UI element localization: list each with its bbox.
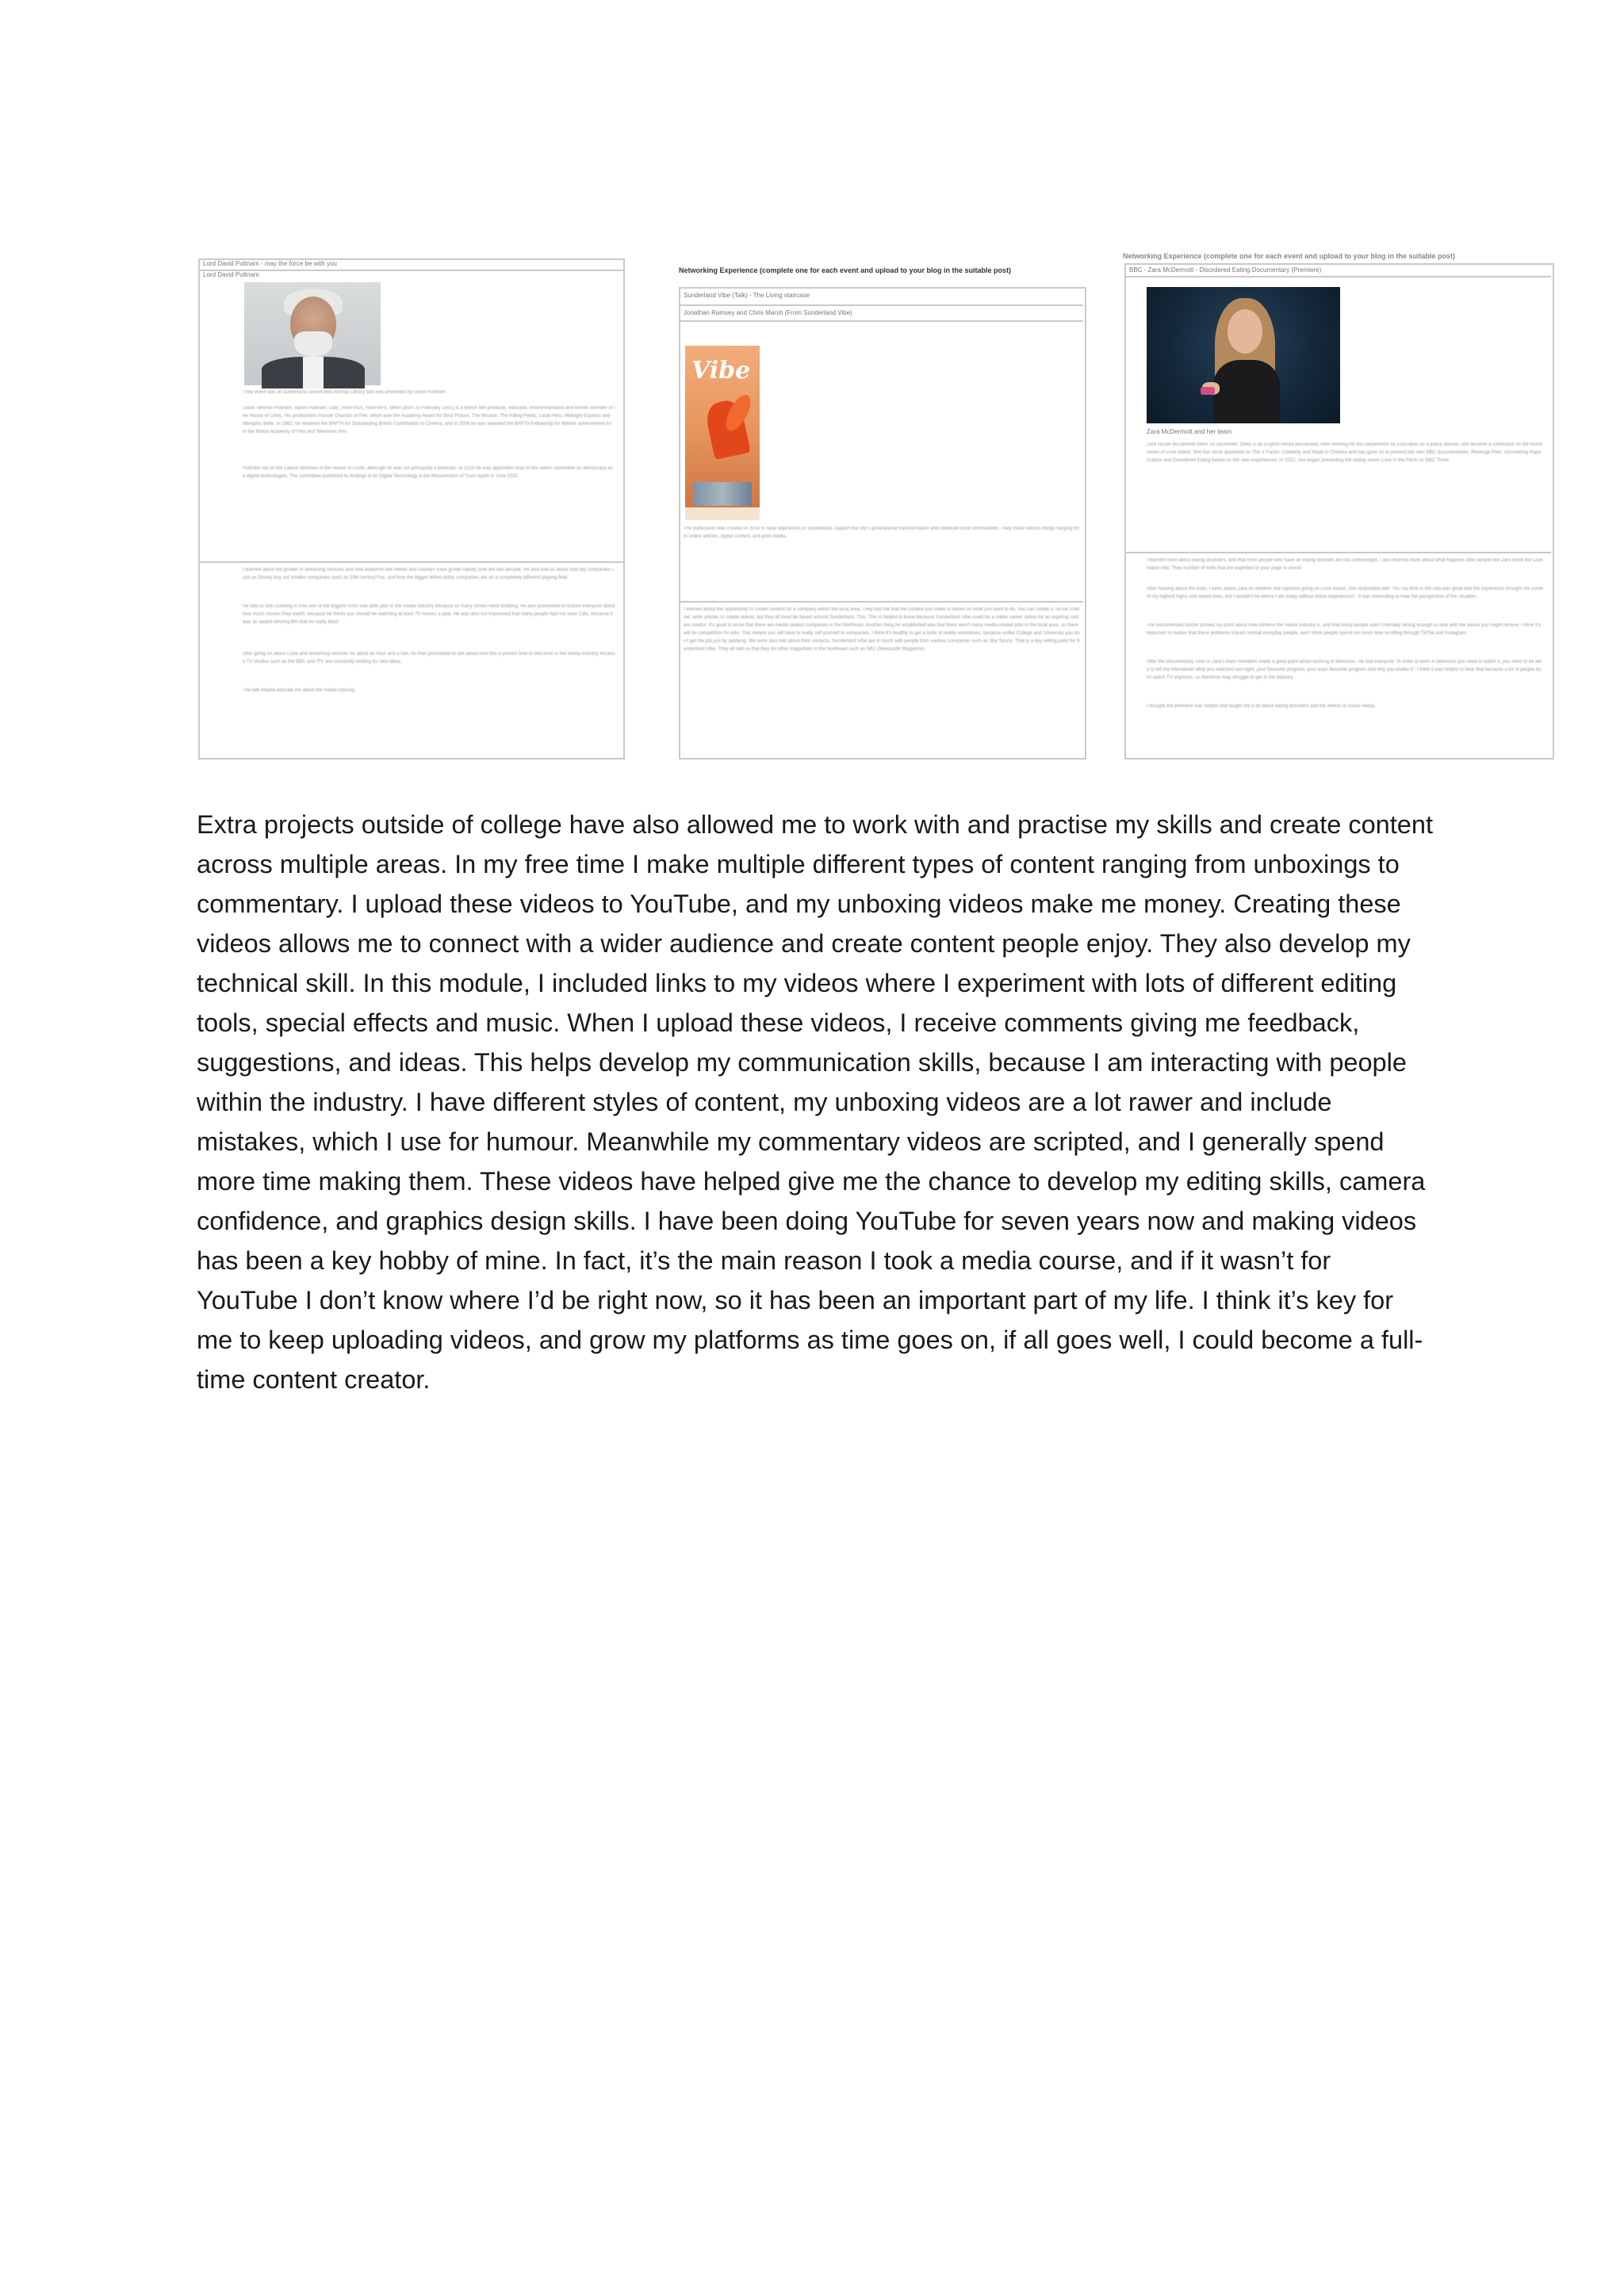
row-divider bbox=[679, 320, 1083, 322]
thumbnail-puttnam bbox=[195, 252, 626, 760]
thumbnail-subtitle: Lord David Puttnam bbox=[203, 271, 259, 278]
zara-photo bbox=[1147, 287, 1340, 423]
thumbnail-zara-mcdermott bbox=[1116, 252, 1557, 760]
row-divider bbox=[679, 304, 1083, 306]
thumbnail-learned-3: After going on about Cuba and streaming services for about an hour and a half, he then proceeded to talk about how this is perfect time to find work in the media industry because TV studios such as the BBC and ITV are constantly looking for new ideas. bbox=[243, 652, 615, 664]
thumbnail-learned-4: After the documentary, One of Zara's team members made a good point about working in television. He told everyone "In order to work in television you need to watch it, you need to be able to tell the interviewer what you watched last night, your favourite program, your least favourite program and why you dislike it". I think it was helpful to hear that because a lot of people don't watch TV anymore, so therefore may struggle to get in the industry. bbox=[1147, 660, 1542, 680]
thumbnail-title: BBC - Zara McDermott - Disordered Eating Documentary (Premiere) bbox=[1129, 266, 1322, 274]
thumbnail-sunderland-vibe bbox=[672, 252, 1090, 760]
thumbnail-learned-4: The talk helped educate me about the media industry. bbox=[243, 688, 356, 693]
essay-paragraph: Extra projects outside of college have also allowed me to work with and practise my skills and create content across multiple areas. In my free time I make multiple different types of content ranging from unboxings to commentary. I upload these videos to YouTube, and my unboxing videos make me money. Creating these videos allows me to connect with a wider audience and create content people enjoy. They also develop my technical skill. In this module, I included links to my videos where I experiment with lots of different editing tools, special effects and music. When I upload these videos, I receive comments giving me feedback, suggestions, and ideas. This helps develop my communication skills, because I am interacting with people within the industry. I have different styles of content, my unboxing videos are a lot rawer and include mistakes, which I use for humour. Meanwhile my commentary videos are scripted, and I generally spend more time making them. These videos have helped give me the chance to develop my editing skills, camera confidence, and graphics design skills. I have been doing YouTube for seven years now and making videos has been a key hobby of mine. In fact, it’s the main reason I took a media course, and if it wasn’t for YouTube I don’t know where I’d be right now, so it has been an important part of my life. I think it’s key for me to keep uploading videos, and grow my platforms as time goes on, if all goes well, I could become a full-time content creator. bbox=[197, 810, 1433, 1394]
thumbnail-header: Networking Experience (complete one for each event and upload to your blog in the suitable post) bbox=[1123, 252, 1456, 260]
thumbnail-intro: They event was at Sunderland Universities Murray Library and was presented by David Puttnam. bbox=[243, 390, 447, 395]
puttnam-photo bbox=[244, 282, 381, 385]
thumbnail-learned-3: The documentary further proved my point about how ruthless the media industry is, and that many people aren't mentally strong enough to deal with the abuse you might receive. I think it's important to realise that these problems impact normal everyday people, and I think people spend too much time scrolling through TikTok and Instagram. bbox=[1147, 623, 1542, 636]
poster-logo: Vibe bbox=[691, 357, 751, 385]
thumbnail-learned: I learned about the growth of streaming services and how platforms like Netflix and Disney+ have grown rapidly over the last decade. He also told us about how big companies such as Disney buy out smaller companies such as 20th century Fox, and how the bigger billion-dollar companies are on a completely different playing field. bbox=[243, 568, 615, 580]
thumbnail-about: The publication was created in 2014 to raise aspirations in Sunderland, support the city's generational transformation and celebrate local communities. They make various things ranging from online articles, digital content, and print media. bbox=[684, 526, 1079, 539]
thumbnail-learned-2: He told us that Dubbing is now one of the biggest most sow after jobs in the media industry because so many shows need dubbing. He also proceeded to lecture everyone about how much movies they watch, because he thinks you should be watching at least 70 movies a year. He was also not impressed that many people had not seen Cats, because it was an award winning film that he really liked. bbox=[243, 604, 615, 625]
photo-caption: Zara McDermott and her team bbox=[1147, 428, 1232, 435]
row-divider bbox=[1124, 552, 1551, 553]
thumbnail-learned-2: After hearing about the trolls, I even asked Zara on whether she reported going on Love Island. She responded with "No, my time in the villa was great and the experience brought me some of my highest highs and lowest lows, but I wouldn't be where I am today without these experiences". It was interesting to hear her perspective of the situation. bbox=[1147, 587, 1543, 599]
thumbnail-subtitle: Jonathan Ramsey and Chris Marsh (From Sunderland Vibe) bbox=[684, 309, 852, 316]
thumbnail-learned: I learned more about eating disorders, and that most people who have an eating disorder are not underweight. I also learned more about what happens after people like Zara leave the Love Island villa. They number of trolls that are exploited to your page is unreal. bbox=[1147, 558, 1543, 571]
row-divider bbox=[198, 561, 623, 563]
thumbnail-learned-5: I thought the premiere was helpful and taught me a lot about eating disorders and the effects of social media. bbox=[1147, 704, 1376, 709]
thumbnail-learned: I learned about the opportunity to create content for a company within the local area. They told me that the content you make is based on what you want to do. You can create a TikTok channel, write articles or create videos, but they all must be based around Sunderland. This. This is helpful to know because Sunderland Vibe could be a viable career option for an aspiring content creator. It's good to know that there are media related companies in the Northeast. Another thing he established was that there aren't many media related jobs in the local area, so there will be competition for jobs. This means you will have to really sell yourself to companies. I think it's healthy to get a taste of reality sometimes, because unlike College and University you don't get the job just by applying. We were also told about their contacts; Sunderland Vibe are in touch with people from various companies such as Sky Sports. That is a key selling point for Sunderland Vibe. They all told us that they do other magazines in the Northeast such as NE1 (Newcastle Magazine). bbox=[684, 607, 1080, 652]
thumbnail-title: Lord David Puttnam - may the force be with you bbox=[203, 260, 337, 267]
thumbnail-bio-2: Puttnam sat on the Labour benches in the House of Lords, although he was not principally a politician. In 2019 he was appointed chair to the select committee on democracy and digital technologies. The committee published its findings in its Digital Technology & the Resurrection of Trust report in June 2020. bbox=[243, 466, 613, 479]
thumbnail-bio: David Terence Puttnam, Baron Puttnam, CBE, HonFRSA, HonFRPS, MRIA (born 25 February 1941) is a British film producer, educator, environmentalist and former member of the House of Lords. His productions include Chariots of Fire, which won the Academy Award for Best Picture, The Mission, The Killing Fields, Local Hero, Midnight Express and Memphis Belle. In 1982, he received the BAFTA for Outstanding British Contribution to Cinema, and in 2006 he was awarded the BAFTA Fellowship for lifetime achievement from the British Academy of Film and Television Arts. bbox=[243, 406, 615, 434]
row-divider bbox=[679, 601, 1083, 603]
row-divider bbox=[1124, 276, 1551, 277]
thumbnail-bio: Zara Nicole McDermott (born 14 December 1996) is an English media personality. After working for the Department for Education as a policy adviser, she became a contestant on the fourth series of Love Island. She has since appeared on The X Factor: Celebrity and Made in Chelsea and has gone on to present her own BBC documentaries, Revenge Porn, Uncovering Rape Culture and Disordered Eating based on her own experiences. In 2022, she began presenting the dating series Love in the Flesh on BBC Three. bbox=[1147, 442, 1543, 463]
thumbnail-title: Sunderland Vibe (Talk) - The Living staircase bbox=[684, 292, 810, 299]
thumbnail-header: Networking Experience (complete one for each event and upload to your blog in the suitable post) bbox=[679, 266, 1012, 274]
sunderland-vibe-poster bbox=[685, 346, 760, 520]
